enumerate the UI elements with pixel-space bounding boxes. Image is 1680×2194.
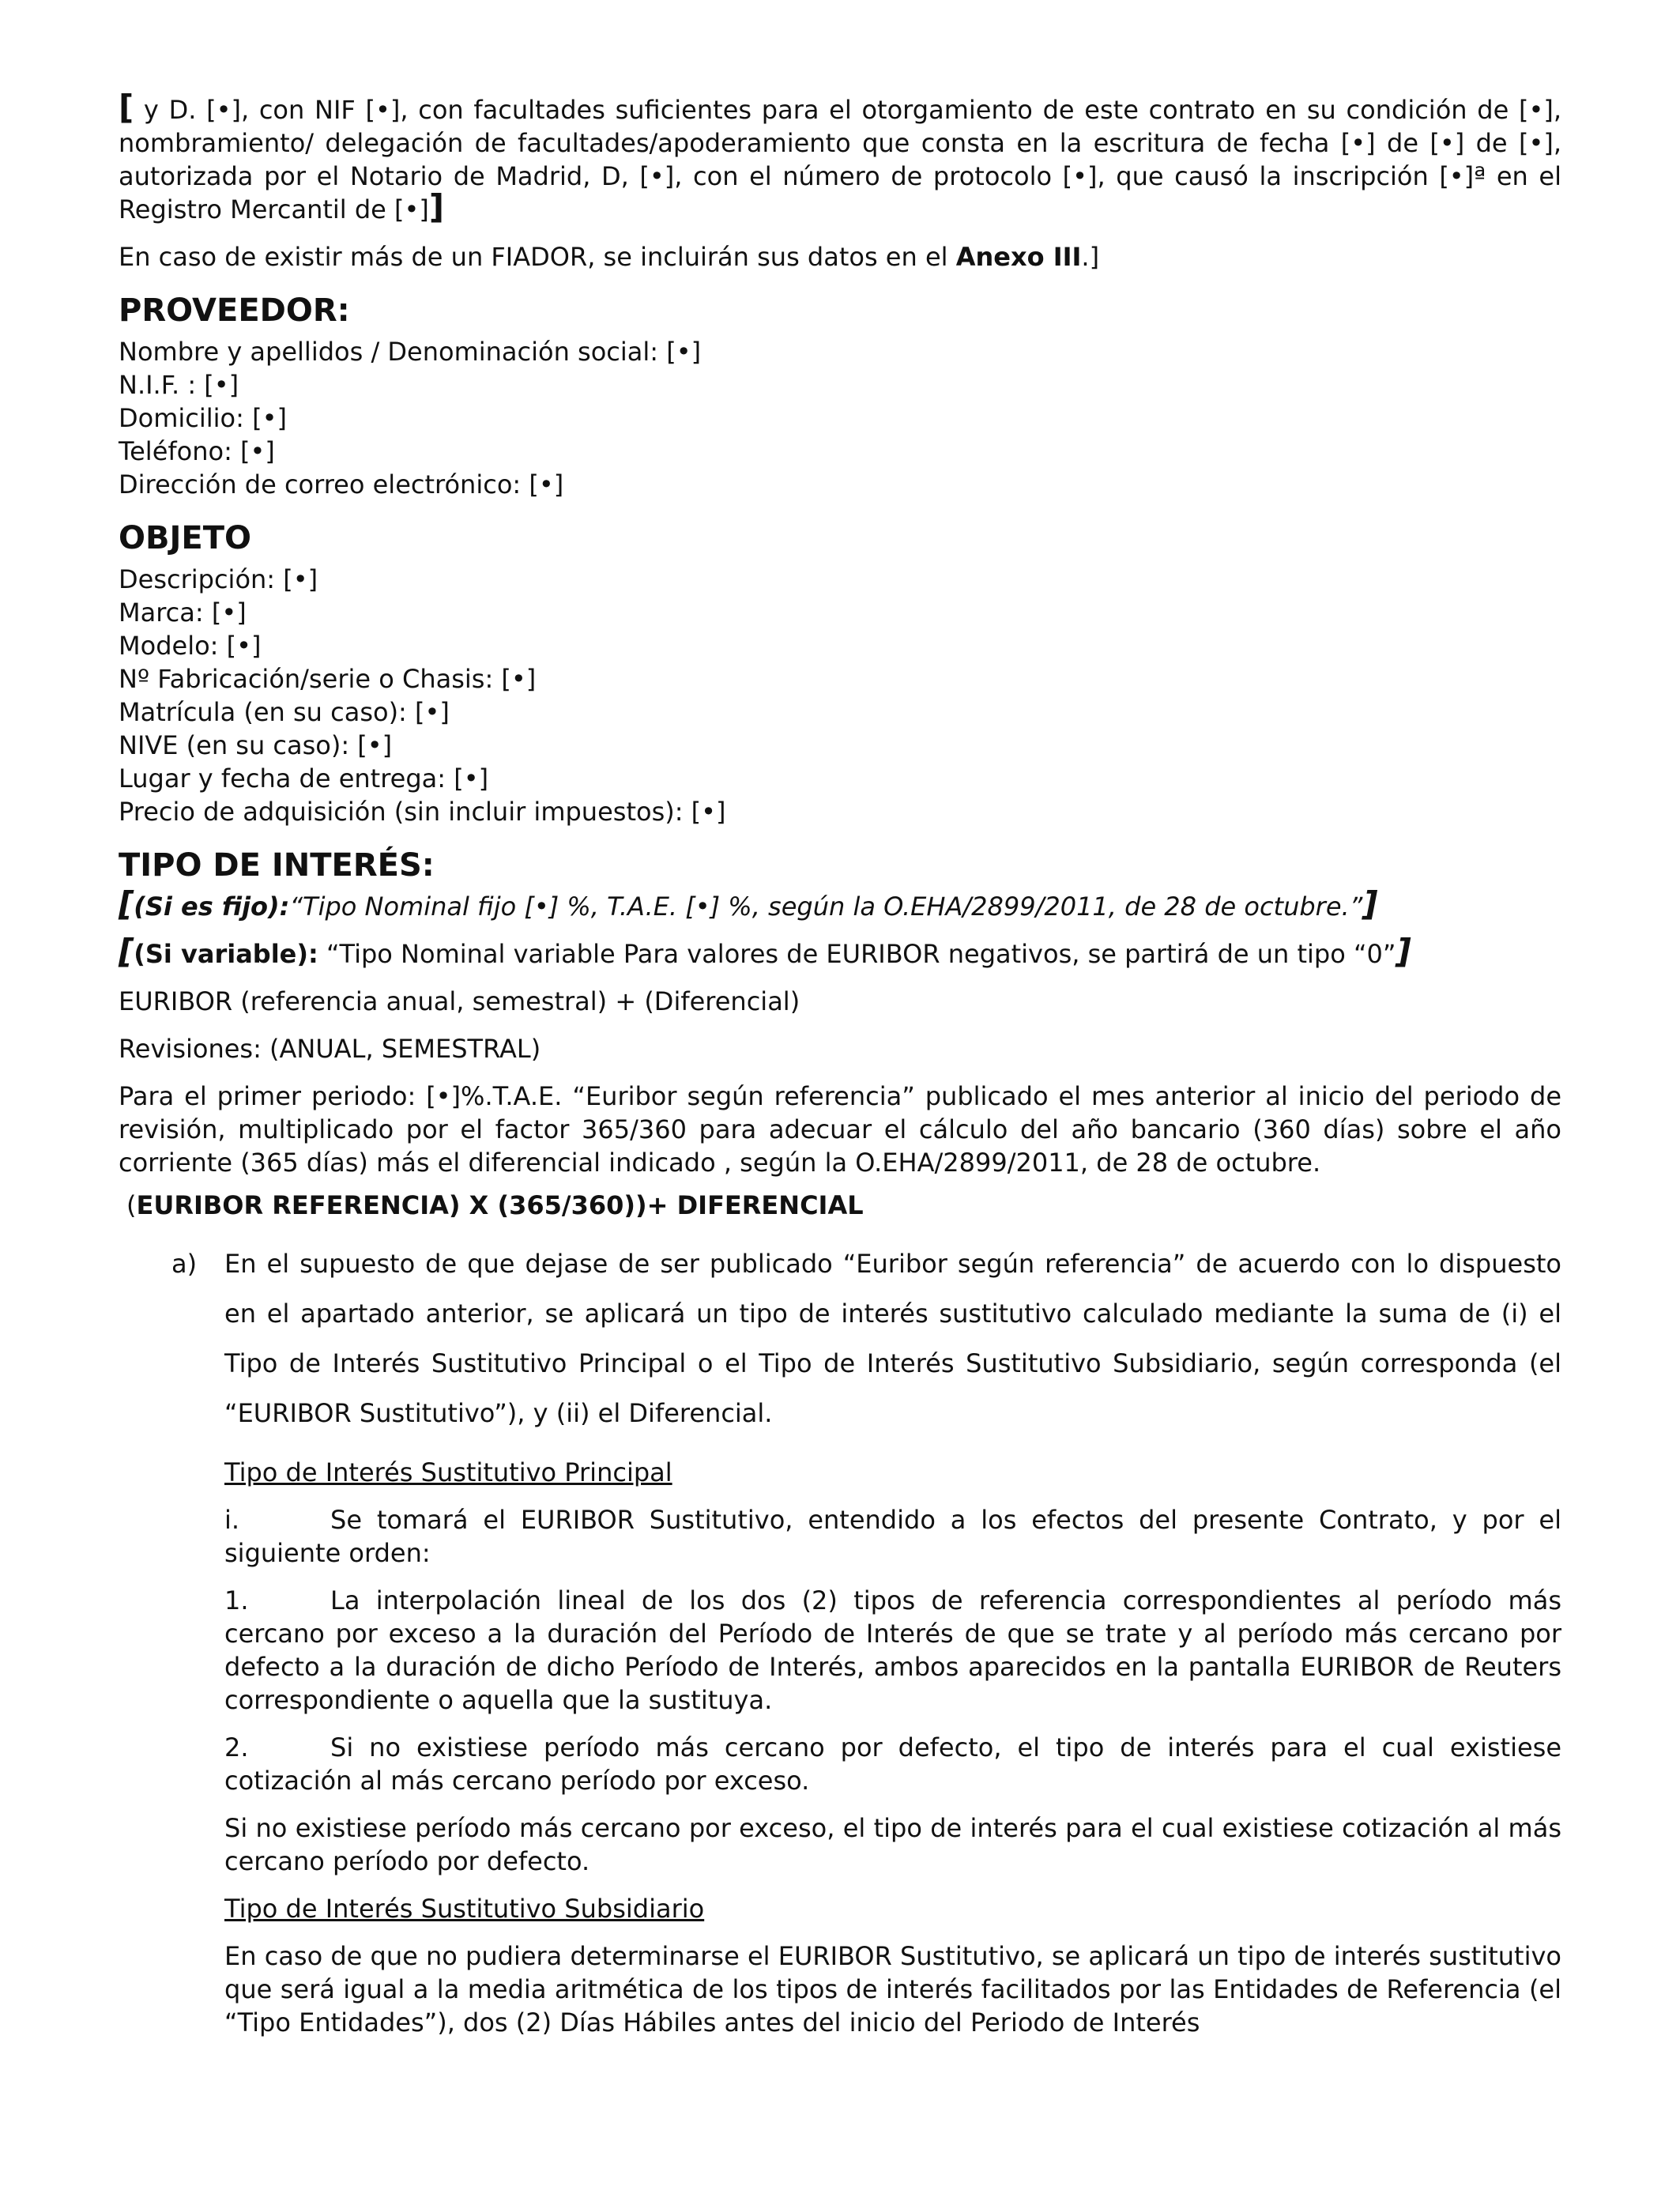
proveedor-line: Teléfono: [•] [119, 436, 275, 466]
revisiones: Revisiones: (ANUAL, SEMESTRAL) [119, 1034, 541, 1064]
objeto-line: Descripción: [•] [119, 564, 318, 594]
objeto-line: Lugar y fecha de entrega: [•] [119, 763, 489, 794]
bracket-open: [ [119, 884, 134, 923]
point-i-marker: i. [224, 1505, 240, 1535]
point-1 [224, 1584, 1561, 1717]
euribor-reference: EURIBOR (referencia anual, semestral) + (Diferencial) [119, 986, 800, 1016]
objeto-line: Matrícula (en su caso): [•] [119, 697, 450, 727]
proveedor-line: Dirección de correo electrónico: [•] [119, 469, 564, 499]
fiador-text: En caso de existir más de un FIADOR, se incluirán sus datos en el [119, 242, 956, 272]
tipo-fijo-paragraph [119, 884, 1561, 923]
intro-paragraph [119, 88, 1562, 226]
document-body [119, 88, 1562, 2039]
subsidiario-title: Tipo de Interés Sustitutivo Subsidiario [224, 1894, 705, 1924]
formula [126, 1189, 1561, 1222]
point-2-text: Si no existiese período más cercano por defecto, el tipo de interés para el cual existiese cotización al más cercano período por exceso. [224, 1732, 1561, 1796]
variable-label: (Si variable): [134, 939, 318, 969]
point-1-text: La interpolación lineal de los dos (2) tipos de referencia correspondientes al período más cercano por exceso a la duración del Período de Interés de que se trate y al período más cercano por defecto a la duración de dicho Período de Interés, ambos aparecidos en la pantalla EURIBOR de Reuters correspondiente o aquella que la sustituya. [224, 1585, 1561, 1715]
bracket-close: ] [1396, 932, 1411, 971]
fiador-end: .] [1081, 242, 1100, 272]
fiador-paragraph [119, 240, 1561, 273]
tipo-variable-paragraph [119, 932, 1561, 971]
proveedor-line: Nombre y apellidos / Denominación social: [•] [119, 337, 702, 367]
principal-section [224, 1456, 1561, 2039]
point-1-marker: 1. [224, 1585, 249, 1615]
item-a-text: En el supuesto de que dejase de ser publicado “Euribor según referencia” de acuerdo con lo dispuesto en el apartado anterior, se aplicará un tipo de interés sustitutivo calculado mediante la suma de (i) el Tipo de Interés Sustitutivo Principal o el Tipo de Interés Sustitutivo Subsidiario, según corresponda (el “EURIBOR Sustitutivo”), y (ii) el Diferencial. [224, 1249, 1561, 1428]
objeto-heading: OBJETO [119, 520, 251, 556]
formula-text: EURIBOR REFERENCIA) X (365/360))+ DIFERENCIAL [136, 1190, 864, 1220]
intro-text: y D. [•], con NIF [•], con facultades suficientes para el otorgamiento de este contrato en su condición de [•], nombramiento/ delegación de facultades/apoderamiento que consta en la escritura de fecha [•] de [•] de [•], autorizada por el Notario de Madrid, D, [•], con el número de protocolo [•], que causó la inscripción [•]ª en el Registro Mercantil de [•] [119, 95, 1562, 224]
formula-paren: ( [126, 1190, 137, 1220]
variable-text: “Tipo Nominal variable Para valores de EURIBOR negativos, se partirá de un tipo “0” [318, 939, 1396, 969]
proveedor-line: N.I.F. : [•] [119, 370, 239, 400]
objeto-line: Precio de adquisición (sin incluir impuestos): [•] [119, 797, 726, 827]
objeto-line: Marca: [•] [119, 598, 247, 628]
point-i-text: Se tomará el EURIBOR Sustitutivo, entendido a los efectos del presente Contrato, y por el siguiente orden: [224, 1505, 1561, 1568]
exceso-paragraph: Si no existiese período más cercano por exceso, el tipo de interés para el cual existiese cotización al más cercano período por defecto. [224, 1813, 1561, 1876]
fijo-text: “Tipo Nominal fijo [•] %, T.A.E. [•] %, según la O.EHA/2899/2011, de 28 de octubre.” [289, 892, 1363, 922]
subsidiario-paragraph: En caso de que no pudiera determinarse el EURIBOR Sustitutivo, se aplicará un tipo de interés sustitutivo que será igual a la media aritmética de los tipos de interés facilitados por las Entidades de Referencia (el “Tipo Entidades”), dos (2) Días Hábiles antes del inicio del Periodo de Interés [224, 1941, 1561, 2038]
point-i [224, 1503, 1561, 1570]
interes-heading: TIPO DE INTERÉS: [119, 847, 435, 884]
bracket-close: ] [1362, 884, 1378, 923]
objeto-line: Nº Fabricación/serie o Chasis: [•] [119, 664, 537, 694]
proveedor-heading: PROVEEDOR: [119, 292, 350, 329]
fijo-label: (Si es fijo): [134, 892, 290, 922]
proveedor-line: Domicilio: [•] [119, 403, 287, 433]
objeto-line: Modelo: [•] [119, 631, 262, 661]
point-2-marker: 2. [224, 1732, 249, 1762]
primer-periodo-paragraph: Para el primer periodo: [•]%.T.A.E. “Euribor según referencia” publicado el mes anterior al inicio del periodo de revisión, multiplicado por el factor 365/360 para adecuar el cálculo del año bancario (360 días) sobre el año corriente (365 días) más el diferencial indicado , según la O.EHA/2899/2011, de 28 de octubre. [119, 1081, 1561, 1178]
bracket-open: [ [119, 88, 134, 126]
anexo-reference: Anexo III [955, 242, 1082, 272]
point-2 [224, 1731, 1561, 1797]
bracket-close: ] [428, 187, 445, 226]
objeto-line: NIVE (en su caso): [•] [119, 730, 393, 760]
principal-title: Tipo de Interés Sustitutivo Principal [224, 1457, 672, 1487]
proveedor-fields [119, 335, 1561, 501]
list-marker: a) [171, 1249, 198, 1279]
list-item-a [171, 1239, 1561, 1438]
bracket-open: [ [119, 932, 134, 971]
objeto-fields [119, 563, 1561, 828]
